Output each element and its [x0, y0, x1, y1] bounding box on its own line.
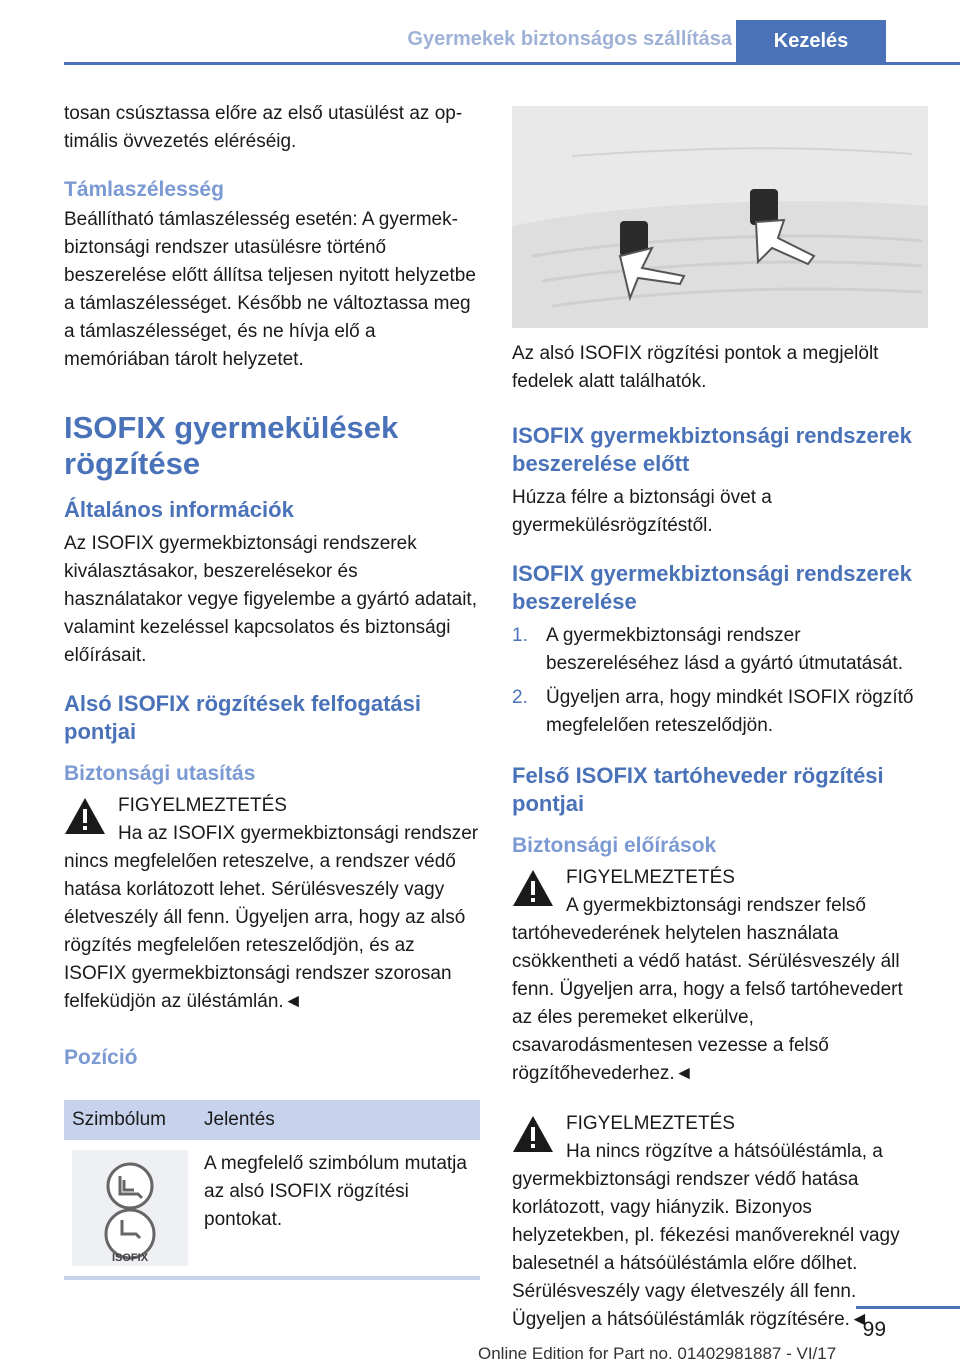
table-cell-meaning: A megfelelő szimbólum mutatja az alsó ISOFIX rögzítési pontokat.	[204, 1153, 467, 1230]
intro-line-1: tosan csúsztassa előre az első utasülést az op-	[64, 103, 463, 124]
running-header-tab: Kezelés	[736, 20, 886, 62]
footer-edition: Online Edition for Part no. 01402981887 - VI/17	[478, 1344, 837, 1363]
list-item	[512, 684, 928, 740]
isofix-anchor-photo	[512, 106, 928, 328]
symbol-table	[64, 1100, 480, 1280]
isofix-symbol-label: ISOFIX	[111, 1252, 149, 1264]
heading-beszereles: ISOFIX gyermekbiztonsági rendszerek beszerelése	[512, 561, 912, 614]
beszereles-elott-paragraph: Húzza félre a biztonsági övet a gyermekülésrögzítéstől.	[512, 487, 772, 536]
isofix-symbol-image	[72, 1150, 188, 1266]
intro-paragraph	[64, 100, 480, 156]
heading-beszereles-elott: ISOFIX gyermekbiztonsági rendszerek beszerelése előtt	[512, 423, 912, 476]
page-number: 99	[862, 1318, 886, 1341]
warning-text: Ha nincs rögzítve a hátsóüléstámla, a gyermekbiztonsági rendszer védő hatása korlátozott, vagy hiányzik. Bizonyos helyzetekben, pl. fékezési manővereknél vagy balesetnél a hátsóüléstámla előre dőlhet. Sérülésveszély vagy életveszély áll fenn. Ügyeljen a hátsóüléstámlák rögzítésére.◄	[512, 1141, 900, 1330]
heading-pozicio: Pozíció	[64, 1046, 138, 1069]
header-rule	[64, 62, 960, 65]
left-column	[64, 100, 480, 1280]
heading-felso-isofix: Felső ISOFIX tartóheveder rögzítési pontjai	[512, 763, 884, 816]
table-row	[64, 1140, 480, 1276]
warning-label: FIGYELMEZTETÉS	[566, 867, 735, 888]
running-header-section: Gyermekek biztonságos szállítása	[407, 28, 732, 50]
warning-label: FIGYELMEZTETÉS	[566, 1113, 735, 1134]
heading-altalanos: Általános információk	[64, 497, 294, 522]
altalanos-paragraph: Az ISOFIX gyermekbiztonsági rendszerek kiválasztásakor, beszerelésekor és használatakor vegye figyelembe a gyártó adatait, valamint kezeléssel kapcsolatos és biztonsági előírásait.	[64, 533, 477, 666]
warning-triangle-icon	[64, 796, 106, 836]
heading-tamlaszelesseg: Támlaszélesség	[64, 178, 224, 201]
warning-text: Ha az ISOFIX gyermekbiztonsági rendszer nincs megfelelően reteszelve, a rendszer védő hatása korlátozott lehet. Sérülésveszély vagy életveszély áll fenn. Ügyeljen arra, hogy az alsó rögzítés megfelelően reteszelődjön, és az ISOFIX gyermekbiztonsági rendszer szorosan felfeküdjön az üléstámlán.◄	[64, 823, 479, 1012]
intro-line-2: timális övvezetés eléréséig.	[64, 131, 297, 152]
warning-text: A gyermekbiztonsági rendszer felső tartóhevederének helytelen használata csökkentheti a védő hatást. Sérülésveszély áll fenn. Ügyeljen arra, hogy a felső tartóhevedert az éles peremeket elkerülve, csavarodásmentesen vezesse a felső rögzítőhevederhez.◄	[512, 895, 903, 1084]
step-number: 1.	[512, 625, 528, 646]
photo-caption: Az alsó ISOFIX rögzítési pontok a megjelölt fedelek alatt találhatók.	[512, 343, 879, 392]
seat-photo-illustration	[512, 106, 928, 328]
install-steps-list	[512, 622, 928, 740]
list-item	[512, 622, 928, 678]
footer-rule	[856, 1306, 960, 1309]
right-column	[512, 106, 928, 1334]
heading-isofix: ISOFIX gyermekülések rögzítése	[64, 410, 399, 481]
heading-biztonsagi-utasitas: Biztonsági utasítás	[64, 762, 256, 785]
table-header-symbol: Szimbólum	[64, 1100, 196, 1140]
warning-block	[64, 792, 480, 1016]
table-header-meaning: Jelentés	[196, 1100, 480, 1140]
warning-triangle-icon	[512, 1114, 554, 1154]
warning-label: FIGYELMEZTETÉS	[118, 795, 287, 816]
warning-block-2	[512, 1110, 928, 1334]
warning-triangle-icon	[512, 868, 554, 908]
tamla-paragraph: Beállítható támlaszélesség esetén: A gyermek-biztonsági rendszer utasülésre történő beszerelése előtt állítsa teljesen nyitott helyzetbe a támlaszélességet. Később ne változtassa meg a támlaszélességet, és ne hívja elő a memóriában tárolt helyzetet.	[64, 209, 476, 370]
step-text: Ügyeljen arra, hogy mindkét ISOFIX rögzítő megfelelően reteszelődjön.	[546, 687, 914, 736]
step-text: A gyermekbiztonsági rendszer beszereléséhez lásd a gyártó útmutatását.	[546, 625, 903, 674]
heading-biztonsagi-eloirasok: Biztonsági előírások	[512, 834, 717, 857]
step-number: 2.	[512, 687, 528, 708]
warning-block-1	[512, 864, 928, 1088]
heading-also-isofix: Alsó ISOFIX rögzítések felfogatási pontjai	[64, 691, 421, 744]
